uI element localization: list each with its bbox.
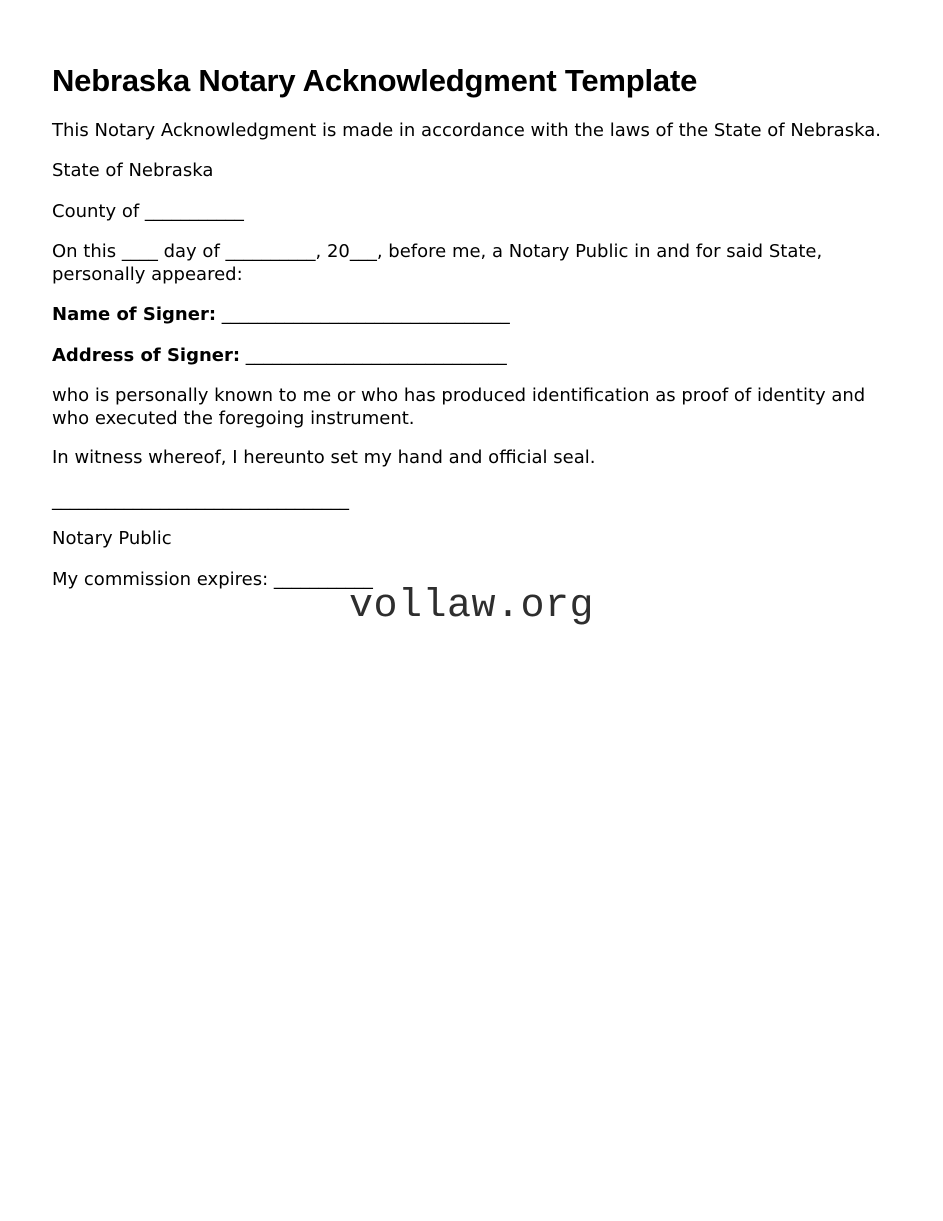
month-blank-line: __________	[225, 241, 316, 262]
venue-mid-text: day of	[157, 241, 226, 262]
commission-label: My commission expires:	[52, 569, 274, 590]
commission-blank-line: ___________	[273, 569, 373, 590]
county-blank-line: ___________	[144, 201, 244, 222]
county-label: County of	[52, 201, 145, 222]
year-blank-line: ___	[349, 241, 377, 262]
commission-line	[52, 568, 892, 591]
address-of-signer-blank-line: _____________________________	[240, 345, 507, 366]
signature-caption: Notary Public	[52, 528, 172, 549]
intro-paragraph: This Notary Acknowledgment is made in accordance with the laws of the State of Nebraska.	[52, 120, 881, 141]
day-blank-line: ____	[121, 241, 158, 262]
identity-clause: who is personally known to me or who has produced identification as proof of identity and who executed the foregoing instrument.	[52, 385, 866, 429]
document-title: Nebraska Notary Acknowledgment Template	[52, 63, 698, 98]
name-of-signer-blank-line: ________________________________	[216, 304, 510, 325]
state-line: State of Nebraska	[52, 160, 214, 181]
county-line	[52, 200, 892, 223]
venue-post-text: , before me, a Notary Public in and for said State, personally appeared:	[52, 241, 823, 285]
vollaw-watermark: vollaw.org	[349, 584, 595, 629]
address-of-signer-label: Address of Signer:	[52, 345, 241, 366]
witness-clause: In witness whereof, I hereunto set my hand and official seal.	[52, 447, 596, 468]
address-of-signer-line	[52, 344, 892, 367]
year-prefix-text: , 20	[315, 241, 350, 262]
notary-signature-line: _________________________________	[52, 490, 349, 511]
venue-clause	[52, 240, 892, 286]
name-of-signer-label: Name of Signer:	[52, 304, 217, 325]
name-of-signer-line	[52, 303, 892, 326]
venue-pre-text: On this	[52, 241, 122, 262]
